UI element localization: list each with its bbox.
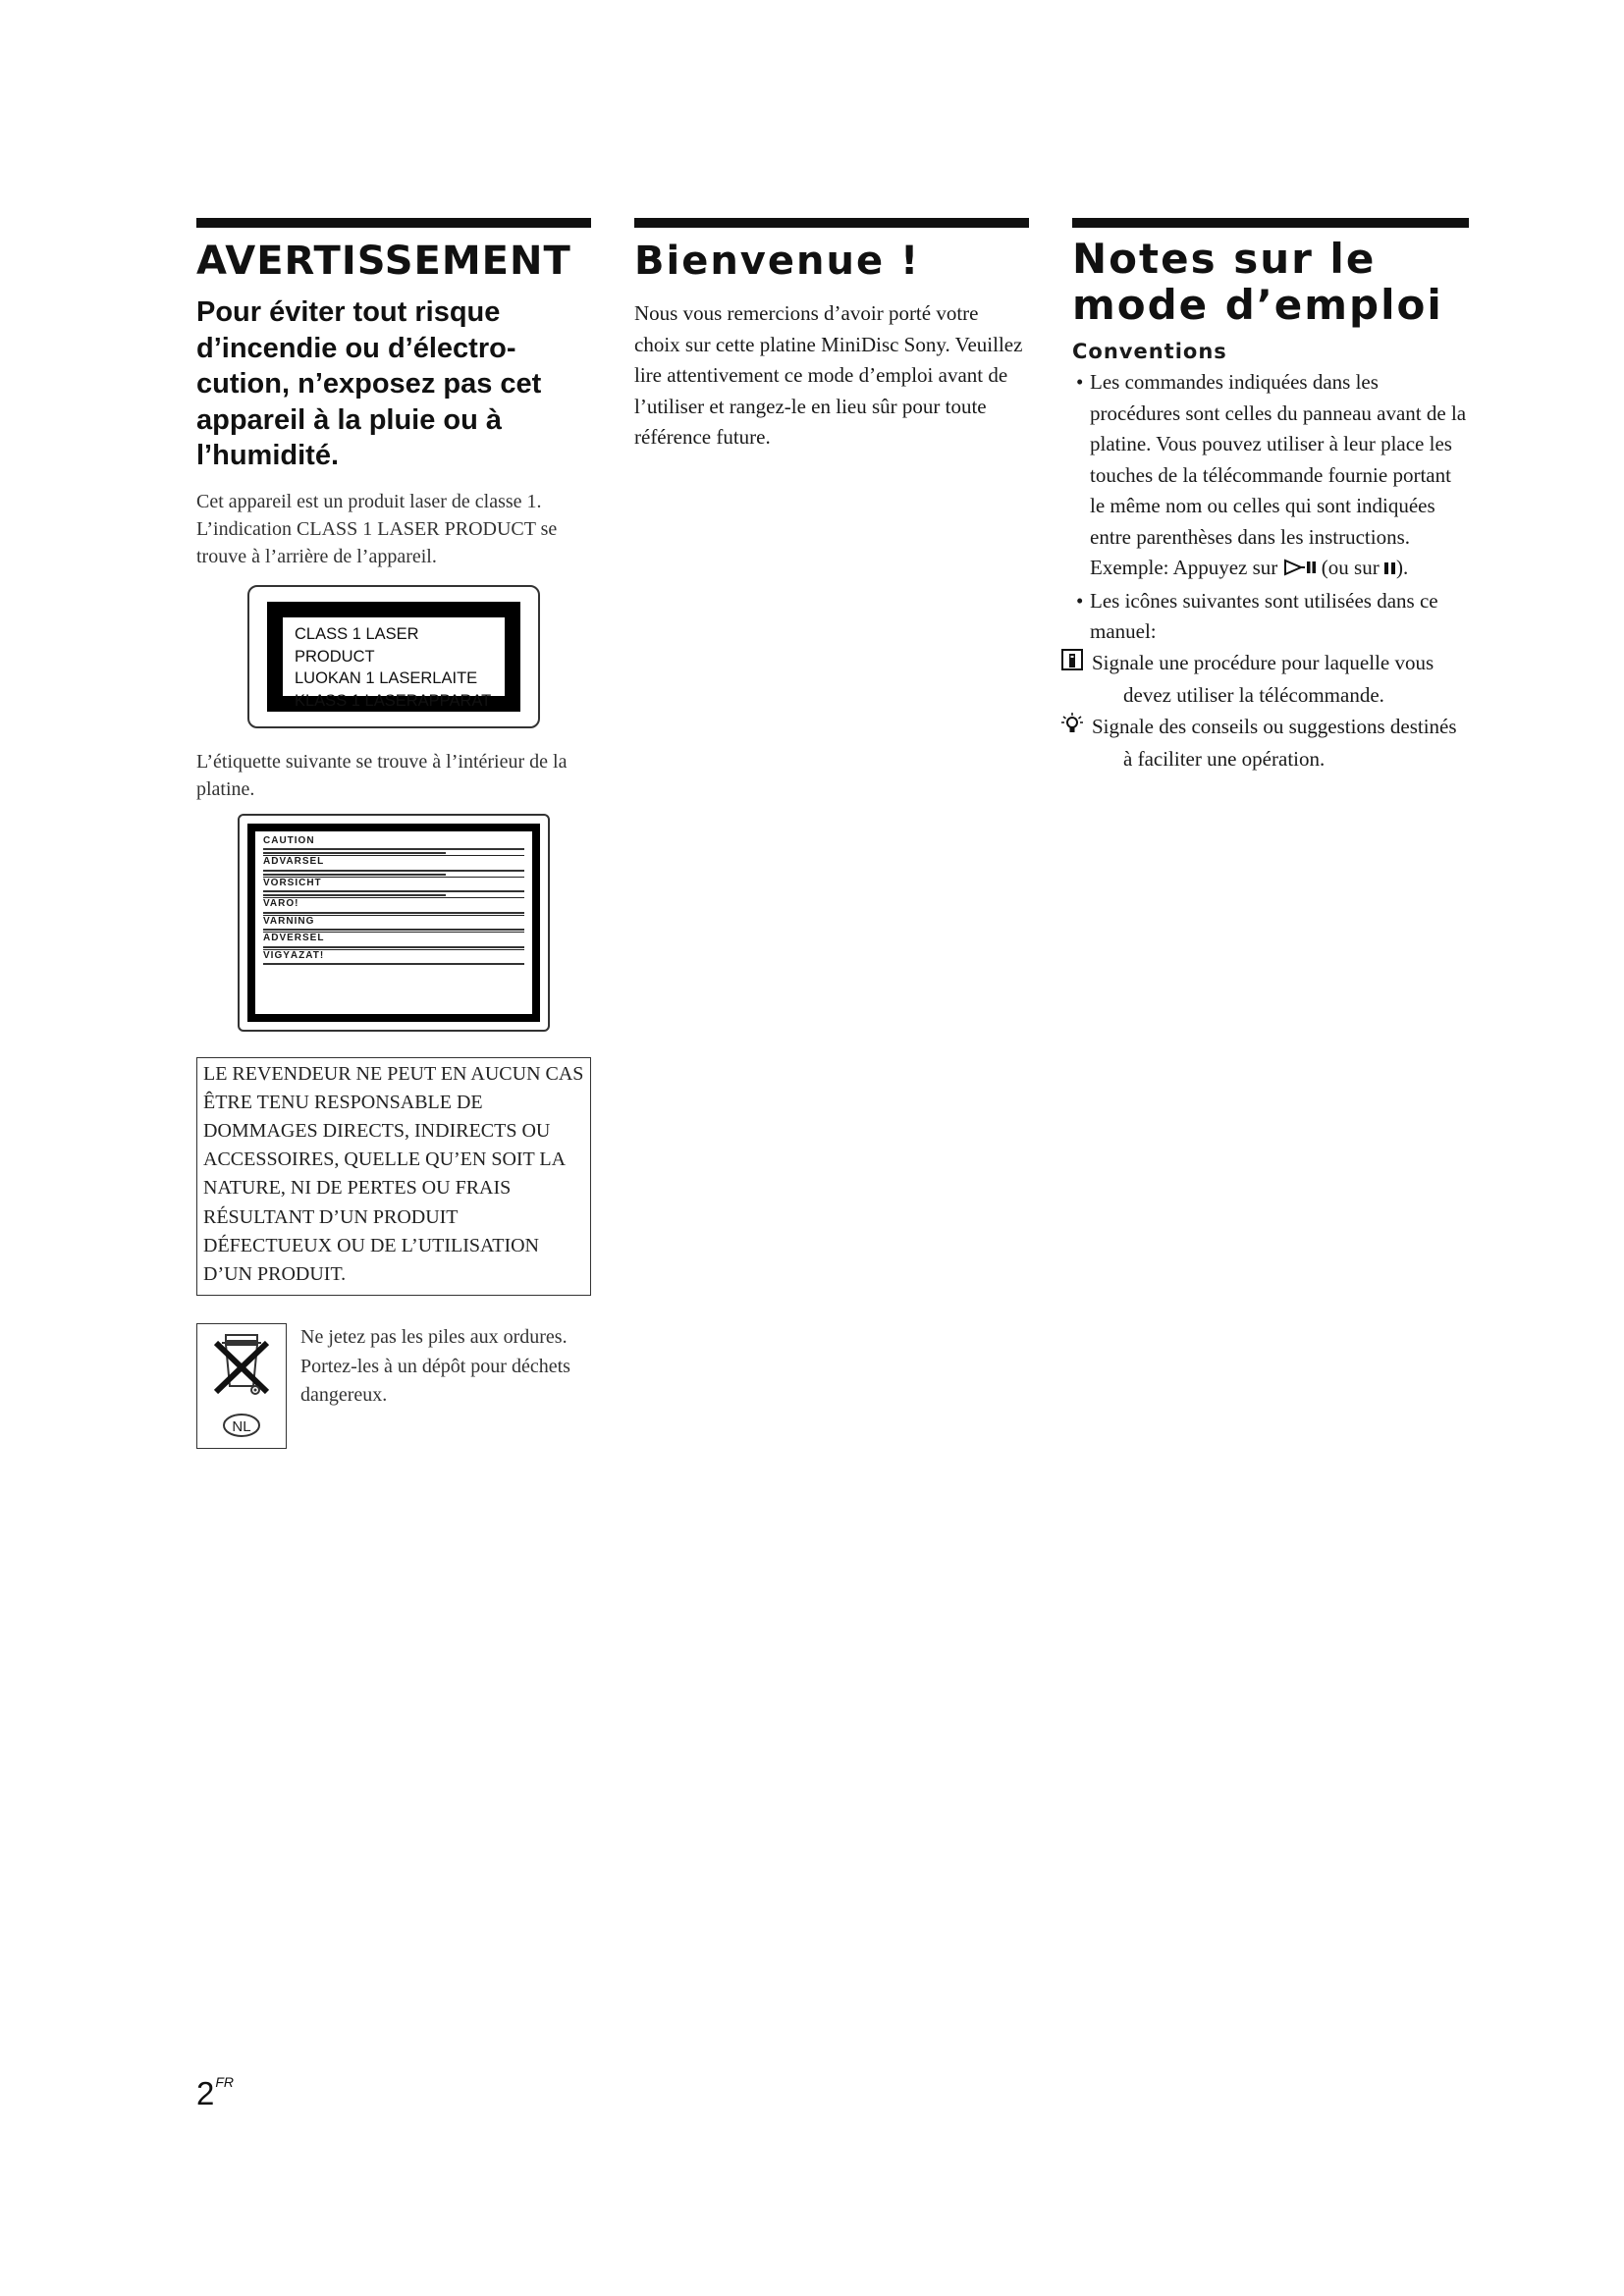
warning-subheading: Pour éviter tout risque d’incendie ou d’électro-cution, n’exposez pas cet appareil à la pluie ou à l’humidité.: [196, 296, 542, 472]
battery-notice: [196, 1323, 591, 1449]
warning-label-heading: ADVARSEL: [263, 856, 325, 868]
label-line: LUOKAN 1 LASERLAITE: [295, 669, 478, 688]
battery-text: Ne jetez pas les piles aux ordures. Portez-les à un dépôt pour déchets dangereux.: [300, 1326, 570, 1407]
notes-column: [1072, 218, 1469, 775]
play-pause-icon: [1283, 555, 1317, 586]
icon-legend-item: [1072, 712, 1469, 775]
welcome-column: [634, 218, 1029, 454]
pause-icon: [1384, 555, 1396, 586]
welcome-text: Nous vous remercions d’avoir porté votre choix sur cette platine MiniDisc Sony. Veuillez lire attentivement ce mode d’emploi avant de l’utiliser et rangez-le en lieu sûr pour toute référence future.: [634, 301, 1023, 449]
section-rule: [634, 218, 1029, 228]
warning-heading: AVERTISSEMENT: [196, 239, 571, 284]
list-item: • Les icônes suivantes sont utilisées dans ce manuel:: [1076, 588, 1438, 644]
inner-label-text: L’étiquette suivante se trouve à l’intérieur de la platine.: [196, 750, 568, 801]
conventions-heading: Conventions: [1072, 340, 1227, 364]
battery-disposal-icon: [196, 1323, 287, 1449]
laser-indication-text: L’indication CLASS 1 LASER PRODUCT se trouve à l’arrière de l’appareil.: [196, 518, 558, 568]
welcome-heading: Bienvenue !: [634, 239, 921, 284]
laser-warning-label: [238, 814, 550, 1032]
example-mid: (ou sur: [1321, 556, 1380, 580]
warning-label-heading: ADVERSEL: [263, 933, 325, 944]
warning-label-heading: VORSICHT: [263, 877, 322, 888]
example-line: [1072, 553, 1469, 586]
section-rule: [1072, 218, 1469, 228]
laser-product-label: [247, 585, 540, 728]
warning-label-heading: CAUTION: [263, 834, 315, 846]
bullet-text: Les commandes indiquées dans les procédures sont celles du panneau avant de la platine. Vous pouvez utiliser à leur place les touches de la télécommande fournie portant le même nom ou celles qui sont indiquées entre parenthèses dans les instructions.: [1090, 370, 1467, 549]
icon-legend-text: Signale une procédure pour laquelle vous devez utiliser la télécommande.: [1092, 650, 1435, 708]
label-line: CLASS 1 LASER PRODUCT: [295, 624, 419, 666]
section-rule: [196, 218, 591, 228]
warning-column: [196, 218, 591, 1449]
list-item: • Les commandes indiquées dans les procédures sont celles du panneau avant de la platine. Vous pouvez utiliser à leur place les touches de la télécommande fournie portant le même nom ou celles qui sont indiquées entre parenthèses dans les instructions.: [1076, 370, 1467, 549]
example-end: ).: [1395, 556, 1409, 580]
icon-legend-text: Signale des conseils ou suggestions destinés à faciliter une opération.: [1092, 714, 1457, 772]
notes-heading: Notes sur le mode d’emploi: [1072, 235, 1443, 330]
warning-label-heading: VIGYÁZAT!: [263, 949, 325, 961]
laser-class-text: Cet appareil est un produit laser de classe 1.: [196, 490, 542, 512]
warning-label-heading: VARO!: [263, 898, 299, 910]
example-prefix: Exemple: Appuyez sur: [1090, 556, 1278, 580]
bullet-text: Les icônes suivantes sont utilisées dans ce manuel:: [1090, 588, 1438, 644]
icon-legend-item: [1072, 648, 1469, 712]
warning-label-heading: VARNING: [263, 915, 315, 927]
battery-badge: NL: [232, 1418, 251, 1436]
dealer-disclaimer: LE REVENDEUR NE PEUT EN AUCUN CAS ÊTRE TENU RESPONSABLE DE DOMMAGES DIRECTS, INDIRECTS OU ACCESSOIRES, QUELLE QU’EN SOIT LA NATURE, NI DE PERTES OU FRAIS RÉSULTANT D’UN PRODUIT DÉFECTUEUX OU DE L’UTILISATION D’UN PRODUIT.: [196, 1057, 591, 1297]
label-line: KLASS 1 LASERAPPARAT: [295, 692, 492, 711]
page-number: $2^{FR}$: [196, 2074, 235, 2111]
